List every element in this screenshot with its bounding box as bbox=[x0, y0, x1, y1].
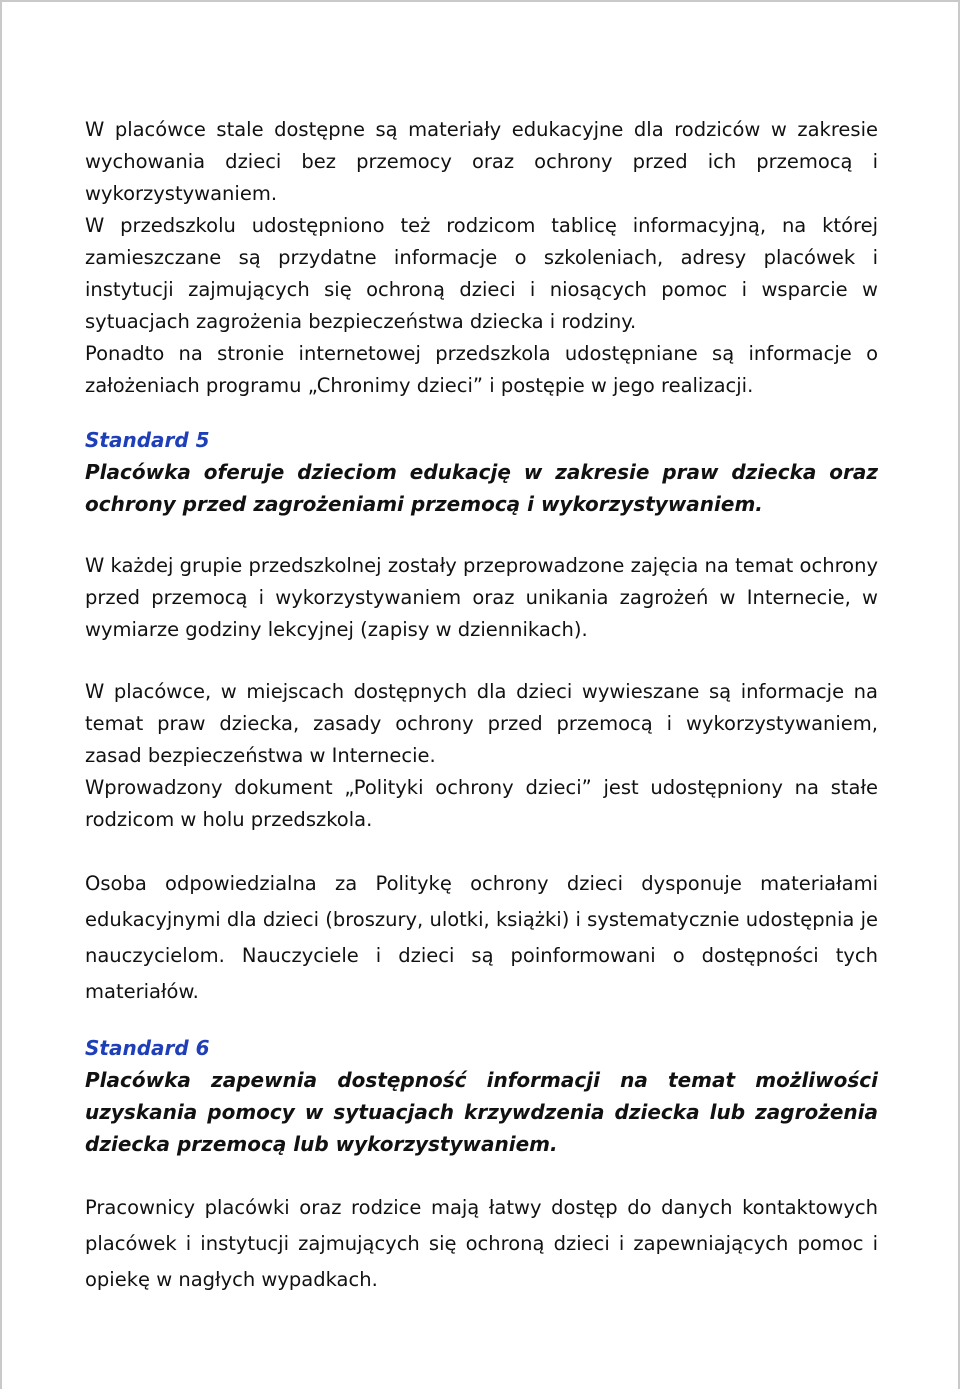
standard-5-paragraph-4: Osoba odpowiedzialna za Politykę ochrony dzieci dysponuje materiałami edukacyjnymi dla dzieci (broszury, ulotki, książki) i systematycznie udostępnia je nauczycielom. Nauczyciele i dzieci są poinformowani o dostępności tych materiałów. bbox=[85, 872, 878, 1003]
spacer bbox=[85, 646, 878, 676]
page-frame-top bbox=[0, 0, 960, 2]
intro-paragraph-2: W przedszkolu udostępniono też rodzicom tablicę informacyjną, na której zamieszczane są przydatne informacje o szkoleniach, adresy placówek i instytucji zajmujących się ochroną dzieci i niosących pomoc i wsparcie w sytuacjach zagrożenia bezpieczeństwa dziecka i rodziny. bbox=[85, 214, 878, 333]
page-frame-left bbox=[0, 0, 2, 1389]
standard-5-title: Standard 5 bbox=[85, 428, 210, 452]
spacer bbox=[85, 836, 878, 866]
spacer bbox=[85, 402, 878, 424]
intro-paragraph-3: Ponadto na stronie internetowej przedszkola udostępniane są informacje o założeniach programu „Chronimy dzieci” i postępie w jego realizacji. bbox=[85, 342, 878, 397]
standard-5-paragraph-3: Wprowadzony dokument „Polityki ochrony dzieci” jest udostępniony na stałe rodzicom w holu przedszkola. bbox=[85, 776, 878, 831]
standard-6-title: Standard 6 bbox=[85, 1036, 210, 1060]
spacer bbox=[85, 1160, 878, 1190]
standard-6-paragraph-1: Pracownicy placówki oraz rodzice mają łatwy dostęp do danych kontaktowych placówek i instytucji zajmujących się ochroną dzieci i zapewniających pomoc i opiekę w nagłych wypadkach. bbox=[85, 1196, 878, 1291]
standard-5-description: Placówka oferuje dzieciom edukację w zakresie praw dziecka oraz ochrony przed zagrożeniami przemocą i wykorzystywaniem. bbox=[85, 460, 878, 516]
spacer bbox=[85, 1010, 878, 1032]
standard-5-paragraph-1: W każdej grupie przedszkolnej zostały przeprowadzone zajęcia na temat ochrony przed przemocą i wykorzystywaniem oraz unikania zagrożeń w Internecie, w wymiarze godziny lekcyjnej (zapisy w dziennikach). bbox=[85, 554, 878, 641]
intro-paragraph-1: W placówce stale dostępne są materiały edukacyjne dla rodziców w zakresie wychowania dzieci bez przemocy oraz ochrony przed ich przemocą i wykorzystywaniem. bbox=[85, 118, 878, 205]
document-content bbox=[85, 114, 878, 1298]
standard-5-paragraph-2: W placówce, w miejscach dostępnych dla dzieci wywieszane są informacje na temat praw dziecka, zasady ochrony przed przemocą i wykorzystywaniem, zasad bezpieczeństwa w Internecie. bbox=[85, 680, 878, 767]
standard-6-description: Placówka zapewnia dostępność informacji na temat możliwości uzyskania pomocy w sytuacjach krzywdzenia dziecka lub zagrożenia dziecka przemocą lub wykorzystywaniem. bbox=[85, 1068, 878, 1156]
spacer bbox=[85, 520, 878, 550]
